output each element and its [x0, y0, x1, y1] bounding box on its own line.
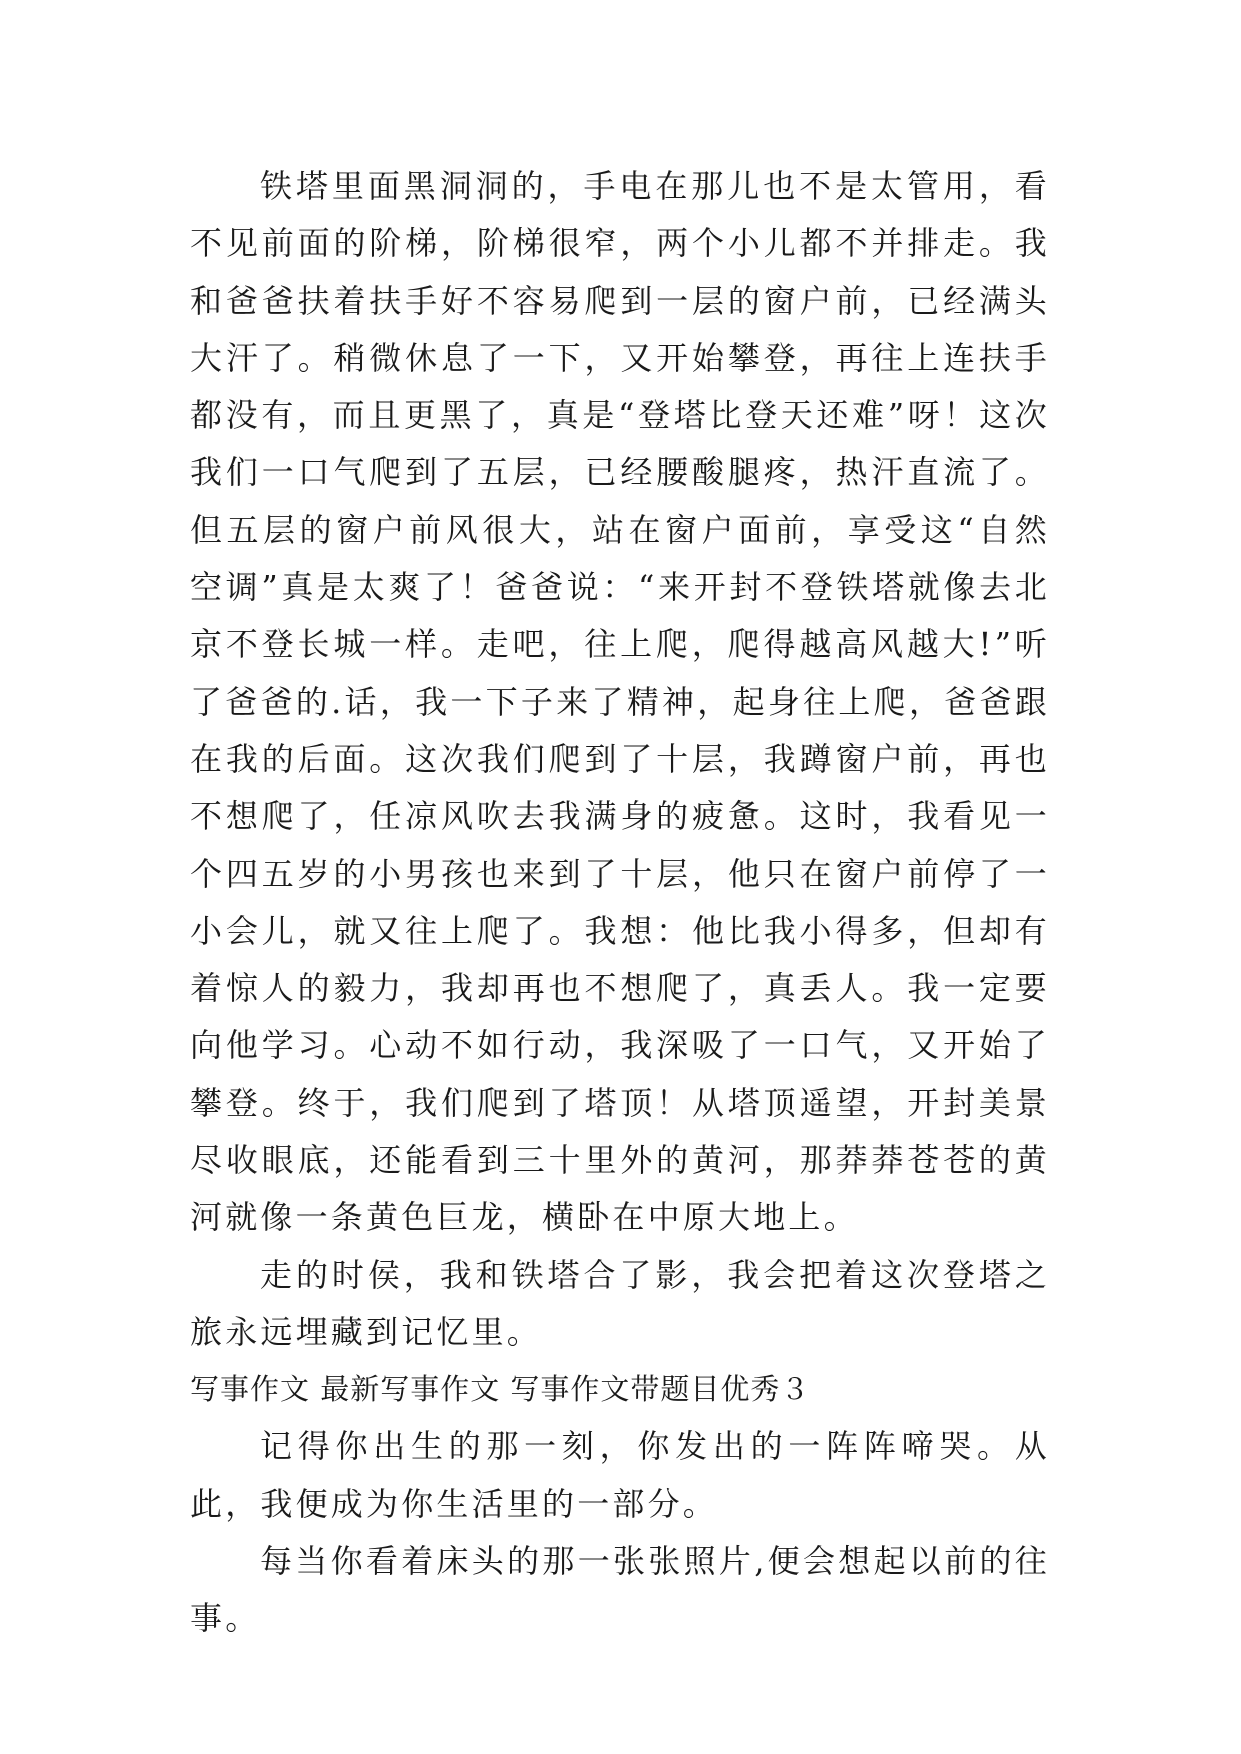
paragraph-tower-climb: 铁塔里面黑洞洞的，手电在那儿也不是太管用，看不见前面的阶梯，阶梯很窄，两个小儿都不并排走。我和爸爸扶着扶手好不容易爬到一层的窗户前，已经满头大汗了。稍微休息了一下，又开始攀登，再往上连扶手都没有，而且更黑了，真是“登塔比登天还难”呀！这次我们一口气爬到了五层，已经腰酸腿疼，热汗直流了。但五层的窗户前风很大，站在窗户面前，享受这“自然空调”真是太爽了！爸爸说：“来开封不登铁塔就像去北京不登长城一样。走吧，往上爬，爬得越高风越大!”听了爸爸的.话，我一下子来了精神，起身往上爬，爸爸跟在我的后面。这次我们爬到了十层，我蹲窗户前，再也不想爬了，任凉风吹去我满身的疲惫。这时，我看见一个四五岁的小男孩也来到了十层，他只在窗户前停了一小会儿，就又往上爬了。我想：他比我小得多，但却有着惊人的毅力，我却再也不想爬了，真丢人。我一定要向他学习。心动不如行动，我深吸了一口气，又开始了攀登。终于，我们爬到了塔顶！从塔顶遥望，开封美景尽收眼底，还能看到三十里外的黄河，那莽莽苍苍的黄河就像一条黄色巨龙，横卧在中原大地上。: [190, 167, 1050, 1237]
document-body: [190, 158, 1050, 1647]
paragraph-photo-memory: 走的时侯，我和铁塔合了影，我会把着这次登塔之旅永远埋藏到记忆里。: [190, 1255, 1050, 1351]
essay-heading: 写事作文 最新写事作文 写事作文带题目优秀３: [190, 1372, 811, 1407]
paragraph-birth: 记得你出生的那一刻，你发出的一阵阵啼哭。从此，我便成为你生活里的一部分。: [190, 1427, 1050, 1523]
paragraph-photos: 每当你看着床头的那一张张照片,便会想起以前的往事。: [190, 1541, 1050, 1638]
